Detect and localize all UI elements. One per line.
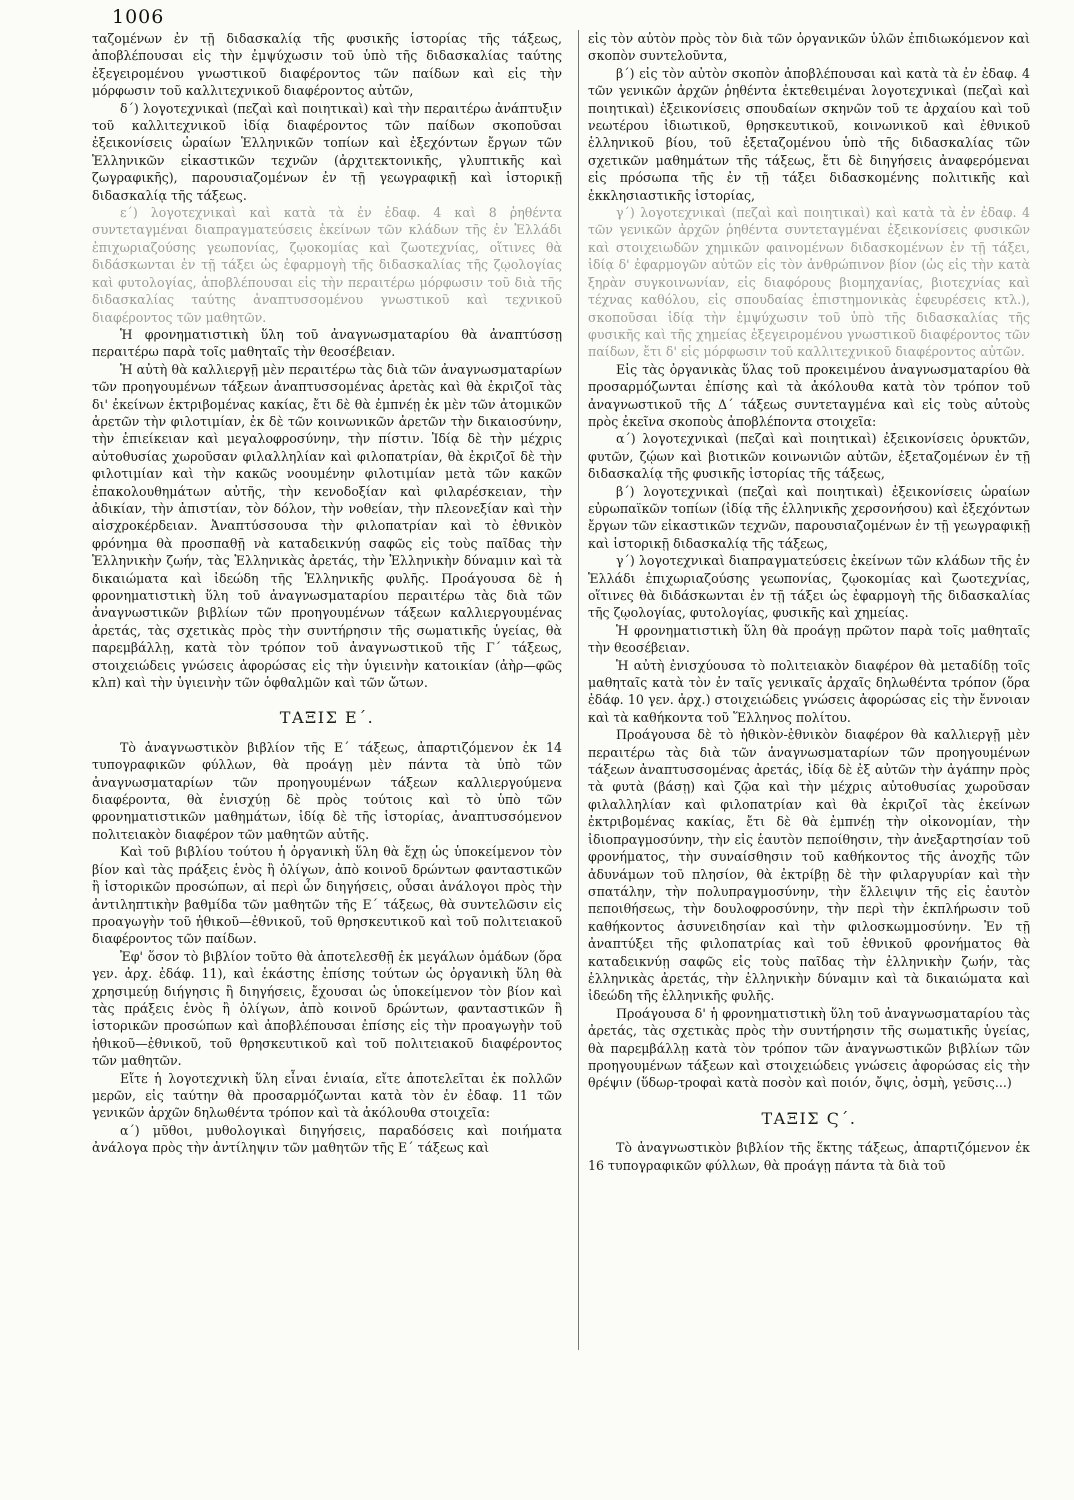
- right-paragraph-7: γ΄) λογοτεχνικαὶ διαπραγματεύσεις ἐκείνων τῶν κλάδων τῆς ἐν Ἑλλάδι ἐπιχωριαζούσης γεωπονίας, ζῳοκομίας καὶ ζωοτεχνίας, οἵτινες θὰ διδάσκωνται ἐν τῇ τάξει ὡς ἐφαρμογὴ τῆς διδασκαλίας τῆς ζῳολογίας, φυτολογίας, φυσικῆς καὶ χημείας.: [588, 553, 1030, 621]
- left-paragraph-7: Καὶ τοῦ βιβλίου τούτου ἡ ὀργανικὴ ὕλη θὰ ἔχῃ ὡς ὑποκείμενον τὸν βίον καὶ τὰς πράξεις ἑνὸς ἢ ὀλίγων, ἀπὸ κοινοῦ δρώντων φανταστικῶν ἢ ἱστορικῶν προσώπων, αἱ περὶ ὧν διηγήσεις, οὖσαι ἀνάλογοι πρὸς τὴν ἀντιληπτικὴν βαθμίδα τῶν μαθητῶν τῆς Ε΄ τάξεως, θὰ συντελῶσιν εἰς προαγωγὴν τοῦ ἠθικοῦ—ἐθνικοῦ, τοῦ θρησκευτικοῦ καὶ τοῦ πολιτειακοῦ διαφέροντος τῶν παίδων.: [92, 844, 562, 947]
- right-paragraph-9: Ἡ αὐτὴ ἐνισχύουσα τὸ πολιτειακὸν διαφέρον θὰ μεταδίδῃ τοῖς μαθηταῖς κατὰ τὸν ἐν ταῖς γενικαῖς ἀρχαῖς δηλωθέντα τρόπον (ὅρα ἐδάφ. 10 γεν. ἀρχ.) στοιχειώδεις γνώσεις ἀφορώσας εἰς τὴν ἔννοιαν καὶ τὰ καθήκοντα τοῦ Ἕλληνος πολίτου.: [588, 657, 1030, 725]
- left-paragraph-5: Ἡ αὐτὴ θὰ καλλιεργῇ μὲν περαιτέρω τὰς διὰ τῶν ἀναγνωσματαρίων τῶν προηγουμένων τάξεων ἀναπτυσσομένας ἀρετὰς καὶ θὰ ἐκριζοῖ τὰς δι' ἐκείνων ἐκτριβομένας κακίας, ἔτι δὲ θὰ ἐμπνέῃ ἐκ μὲν τῶν ἀτομικῶν ἀρετῶν τὴν φιλοτιμίαν, ἐκ δὲ τῶν κοινωνικῶν ἀρετῶν τὴν δικαιοσύνην, τὴν ἐπιείκειαν καὶ μεγαλοφροσύνην, τὴν πίστιν. Ἰδίᾳ δὲ τὴν μέχρις αὐτοθυσίας χωροῦσαν φιλαλληλίαν καὶ φιλοπατρίαν, θὰ ἐκριζοῖ δὲ τὴν φιλοτιμίαν καὶ τὴν κακῶς νοουμένην φιλοτιμίαν μετὰ τῶν κακῶν ἐπακολουθημάτων αὐτῆς, τὴν κενοδοξίαν καὶ φιλαρέσκειαν, τὴν ἀδικίαν, τὴν ἀπιστίαν, τὸν δόλον, τὴν νοθείαν, τὴν πλεονεξίαν καὶ τὴν αἰσχροκέρδειαν. Ἀναπτύσσουσα τὴν φιλοπατρίαν καὶ τὸ ἐθνικὸν φρόνημα θὰ προσπαθῇ νὰ καταδεικνύῃ σαφῶς εἰς τοὺς παῖδας τὴν Ἑλληνικὴν ζωήν, τὰς Ἑλληνικὰς ἀρετάς, τὴν Ἑλληνικὴν δύναμιν καὶ τὰ δικαιώματα καὶ ἰδεώδη τῆς Ἑλληνικῆς φυλῆς. Προάγουσα δὲ ἡ φρονηματιστικὴ ὕλη τοῦ ἀναγνωσματαρίου περαιτέρω τὰς διὰ τῶν ἀναγνωστικῶν βιβλίων τῶν προηγουμένων τάξεων καλλιεργουμένας ἀρετάς, τὰς σχετικὰς πρὸς τὴν συντήρησιν τῆς σωματικῆς ὑγείας, θὰ παρεμβάλλῃ, κατὰ τὸν τρόπον τοῦ ἀναγνωστικοῦ τῆς Γ΄ τάξεως, στοιχειώδεις γνώσεις ἀφορώσας εἰς τὴν ὑγιεινὴν κατοικίαν (ἀὴρ—φῶς κλπ) καὶ τὴν ὑγιεινὴν τῶν ὀφθαλμῶν καὶ τῶν ὤτων.: [92, 361, 562, 691]
- page-number: 1006: [112, 6, 165, 28]
- left-paragraph-10: α΄) μῦθοι, μυθολογικαὶ διηγήσεις, παραδόσεις καὶ ποιήματα ἀνάλογα πρὸς τὴν ἀντίληψιν τῶν μαθητῶν τῆς Ε΄ τάξεως καὶ: [92, 1122, 562, 1156]
- left-paragraph-4: Ἡ φρονηματιστικὴ ὕλη τοῦ ἀναγνωσματαρίου θὰ ἀναπτύσσῃ περαιτέρω παρὰ τοῖς μαθηταῖς τὴν θεοσέβειαν.: [92, 326, 562, 360]
- right-paragraph-6: β΄) λογοτεχνικαὶ (πεζαὶ καὶ ποιητικαὶ) ἐξεικονίσεις ὡραίων εὐρωπαϊκῶν τοπίων (ἰδίᾳ τῆς ἑλληνικῆς χερσονήσου) καὶ ἐξεχόντων ἔργων τῶν εἰκαστικῶν τεχνῶν, παρουσιαζομένων ἐν τῇ γεωγραφικῇ καὶ ἱστορικῇ διδασκαλίᾳ τῆς τάξεως,: [588, 483, 1030, 551]
- right-paragraph-1: εἰς τὸν αὐτὸν πρὸς τὸν διὰ τῶν ὀργανικῶν ὑλῶν ἐπιδιωκόμενον καὶ σκοπὸν συντελοῦντα,: [588, 31, 1030, 64]
- right-paragraph-12: Τὸ ἀναγνωστικὸν βιβλίον τῆς ἕκτης τάξεως, ἀπαρτιζόμενον ἐκ 16 τυπογραφικῶν φύλλων, θὰ προάγῃ πάντα τὰ διὰ τοῦ: [588, 1140, 1030, 1173]
- left-paragraph-6: Τὸ ἀναγνωστικὸν βιβλίον τῆς Ε΄ τάξεως, ἀπαρτιζόμενον ἐκ 14 τυπογραφικῶν φύλλων, θὰ προάγῃ μὲν πάντα τὰ ὑπὸ τῶν ἀναγνωσματαρίων τῶν προηγουμένων τάξεων καλλιεργούμενα διαφέροντα, θὰ ἐνισχύῃ δὲ πρὸς τούτοις καὶ τὸ ὑπὸ τῶν φρονηματιστικῶν μαθημάτων, ἰδίᾳ δὲ τῆς ἱστορίας, ἀναπτυσσόμενον πολιτειακὸν διαφέρον τῶν μαθητῶν αὐτῆς.: [92, 739, 562, 842]
- left-paragraph-8: Ἐφ' ὅσον τὸ βιβλίον τοῦτο θὰ ἀποτελεσθῇ ἐκ μεγάλων ὁμάδων (ὅρα γεν. ἀρχ. ἐδάφ. 11), καὶ ἑκάστης ἐπίσης τούτων ὡς ὀργανικὴ ὕλη θὰ χρησιμεύῃ διήγησις ἢ διηγήσεις, ἔχουσαι ὡς ὑποκείμενον τὸν βίον καὶ τὰς πράξεις ἑνὸς ἢ ὀλίγων, ἀπὸ κοινοῦ δρώντων, φανταστικῶν ἢ ἱστορικῶν προσώπων καὶ ἀποβλέπουσαι ἐπίσης εἰς τὴν προαγωγὴν τοῦ ἠθικοῦ—ἐθνικοῦ, τοῦ θρησκευτικοῦ καὶ τοῦ πολιτειακοῦ διαφέροντος τῶν μαθητῶν.: [92, 948, 562, 1069]
- right-paragraph-8: Ἡ φρονηματιστικὴ ὕλη θὰ προάγῃ πρῶτον παρὰ τοῖς μαθηταῖς τὴν θεοσέβειαν.: [588, 622, 1030, 656]
- right-column: [588, 30, 1030, 1174]
- left-paragraph-1: ταζομένων ἐν τῇ διδασκαλίᾳ τῆς φυσικῆς ἱστορίας τῆς τάξεως, ἀποβλέπουσαι εἰς τὴν ἐμψύχωσιν τοῦ ὑπὸ τῆς διδασκαλίας ταύτης ἐξεγειρομένου γνωστικοῦ διαφέροντος τῶν παίδων καὶ εἰς τὴν μόρφωσιν τοῦ καλλιτεχνικοῦ διαφέροντος αὐτῶν,: [92, 31, 562, 99]
- section-heading-class-f: ΤΑΞΙΣ Ϛ΄.: [761, 1108, 857, 1128]
- left-paragraph-3: ε΄) λογοτεχνικαὶ καὶ κατὰ τὰ ἐν ἐδαφ. 4 καὶ 8 ῥηθέντα συντεταγμέναι διαπραγματεύσεις ἐκείνων τῶν κλάδων τῆς ἐν Ἑλλάδι ἐπιχωριαζούσης γεωπονίας, ζῳοκομίας καὶ ζωοτεχνίας, οἵτινες θὰ διδάσκωνται ἐν τῇ τάξει ὡς ἐφαρμογὴ τῆς διδασκαλίας τῆς ζῳολογίας καὶ φυτολογίας, ἀποβλέπουσαι εἰς τὴν περαιτέρω μόρφωσιν τοῦ διὰ τῆς διδασκαλίας ταύτης ἀναπτυσσομένου γνωστικοῦ καὶ τεχνικοῦ διαφέροντος τῶν μαθητῶν.: [92, 205, 562, 325]
- right-paragraph-5: α΄) λογοτεχνικαὶ (πεζαὶ καὶ ποιητικαὶ) ἐξεικονίσεις ὀρυκτῶν, φυτῶν, ζῴων καὶ βιοτικῶν κοινωνιῶν αὐτῶν, ἐξεταζομένων ἐν τῇ διδασκαλίᾳ τῆς φυσικῆς ἱστορίας τῆς τάξεως,: [588, 431, 1030, 482]
- section-heading-class-e: ΤΑΞΙΣ Ε΄.: [279, 708, 375, 728]
- column-divider: [578, 30, 579, 1350]
- left-column: [92, 30, 562, 1157]
- left-paragraph-2: δ΄) λογοτεχνικαὶ (πεζαὶ καὶ ποιητικαὶ) καὶ τὴν περαιτέρω ἀνάπτυξιν τοῦ καλλιτεχνικοῦ ἰδίᾳ διαφέροντος τῶν παίδων σκοποῦσαι ἐξεικονίσεις ὡραίων Ἑλληνικῶν τοπίων καὶ ἐξεχόντων ἔργων τῶν Ἑλληνικῶν εἰκαστικῶν τεχνῶν (ἀρχιτεκτονικῆς, γλυπτικῆς καὶ ζωγραφικῆς), παρουσιαζομένων ἐν τῇ γεωγραφικῇ καὶ ἱστορικῇ διδασκαλίᾳ τῆς τάξεως.: [92, 100, 562, 203]
- left-paragraph-9: Εἴτε ἡ λογοτεχνικὴ ὕλη εἶναι ἑνιαία, εἴτε ἀποτελεῖται ἐκ πολλῶν μερῶν, εἰς ταύτην θὰ προσαρμόζωνται κατὰ τὸν ἐν ἐδαφ. 11 τῶν γενικῶν ἀρχῶν δηλωθέντα τρόπον καὶ τὰ ἀκόλουθα στοιχεῖα:: [92, 1070, 562, 1121]
- right-paragraph-4: Εἰς τὰς ὀργανικὰς ὕλας τοῦ προκειμένου ἀναγνωσματαρίου θὰ προσαρμόζωνται ἐπίσης καὶ τὰ ἀκόλουθα κατὰ τὸν τρόπον τοῦ ἀναγνωστικοῦ τῆς Δ΄ τάξεως συντεταγμένα καὶ εἰς τοὺς αὐτοὺς πρὸς ἐκεῖνα σκοποὺς ἀποβλέποντα στοιχεῖα:: [588, 361, 1030, 429]
- right-paragraph-11: Προάγουσα δ' ἡ φρονηματιστικὴ ὕλη τοῦ ἀναγνωσματαρίου τὰς ἀρετάς, τὰς σχετικὰς πρὸς τὴν συντήρησιν τῆς σωματικῆς ὑγείας, θὰ παρεμβάλλῃ κατὰ τὸν τρόπον τῶν ἀναγνωστικῶν βιβλίων τῶν προηγουμένων τάξεων καὶ στοιχειώδεις γνώσεις ἀφορώσας εἰς τὴν θρέψιν (ὕδωρ-τροφαὶ κατὰ ποσὸν καὶ ποιόν, ὄψις, ὀσμὴ, γεῦσις...): [588, 1005, 1030, 1091]
- right-paragraph-2: β΄) εἰς τὸν αὐτὸν σκοπὸν ἀποβλέπουσαι καὶ κατὰ τὰ ἐν ἐδαφ. 4 τῶν γενικῶν ἀρχῶν ῥηθέντα ἐκτεθειμέναι λογοτεχνικαὶ (πεζαὶ καὶ ποιητικαὶ) ἐξεικονίσεις σπουδαίων σκηνῶν τοῦ τε ἀρχαίου καὶ τοῦ νεωτέρου ἰδιωτικοῦ, θρησκευτικοῦ, κοινωνικοῦ καὶ ἐθνικοῦ ἑλληνικοῦ βίου, τοῦ ἐξεταζομένου ὑπὸ τῆς διδασκαλίας τῶν σχετικῶν μαθημάτων τῆς τάξεως, ἔτι δὲ διηγήσεις ἀναφερόμεναι εἰς πρόσωπα τῆς ἐν τῇ τάξει διδασκομένης πολιτικῆς καὶ ἐκκλησιαστικῆς ἱστορίας,: [588, 65, 1030, 203]
- right-paragraph-3: γ΄) λογοτεχνικαὶ (πεζαὶ καὶ ποιητικαὶ) καὶ κατὰ τὰ ἐν ἐδαφ. 4 τῶν γενικῶν ἀρχῶν ῥηθέντα συντεταγμέναι ἐξεικονίσεις φυσικῶν καὶ στοιχειωδῶν χημικῶν φαινομένων διδασκομένων ἐν τῇ τάξει, ἰδίᾳ δ' ἐφαρμογῶν αὐτῶν εἰς τὸν ἀνθρώπινον βίον (ὡς εἰς τὴν κατὰ ξηρὰν συγκοινωνίαν, εἰς διαφόρους βιομηχανίας, βιοτεχνίας καὶ τέχνας καθόλου, εἰς σπουδαίας ἐπιστημονικὰς ἐφευρέσεις κτλ.), σκοποῦσαι ἰδίᾳ τὴν ἐμψύχωσιν τοῦ ὑπὸ τῆς διδασκαλίας τῆς φυσικῆς καὶ τῆς χημείας ἐξεγειρομένου γνωστικοῦ διαφέροντος τῶν παίδων, ἔτι δ' εἰς μόρφωσιν τοῦ καλλιτεχνικοῦ διαφέροντος αὐτῶν.: [588, 205, 1030, 360]
- right-paragraph-10: Προάγουσα δὲ τὸ ἠθικὸν-ἐθνικὸν διαφέρον θὰ καλλιεργῇ μὲν περαιτέρω τὰς διὰ τῶν ἀναγνωσματαρίων τῶν προηγουμένων τάξεων ἀναπτυσσομένας ἀρετάς, ἰδίᾳ δὲ ἐξ αὐτῶν τὴν ἀγάπην πρὸς τὰ φυτὰ (βάσῃ) καὶ ζῷα καὶ τὴν μέχρις αὐτοθυσίας χωροῦσαν φιλαλληλίαν καὶ φιλοπατρίαν καὶ θὰ ἐκριζοῖ τὰς ἐκείνων ἐκτριβομένας κακίας, ἔτι δὲ θὰ ἐμπνέῃ τὴν οἰκονομίαν, τὴν ἰδιοπραγμοσύνην, τὴν εἰς ἑαυτὸν πεποίθησιν, τὴν ἀνεξαρτησίαν τοῦ φρονήματος, τὴν συναίσθησιν τοῦ καθήκοντος τῆς ἀνοχῆς τῶν ἀδυνάμων τοῦ πλησίον, θὰ ἐκτρίβῃ δὲ τὴν φιλαργυρίαν καὶ τὴν σπατάλην, τὴν πολυπραγμοσύνην, τὴν ἔλλειψιν τῆς εἰς ἑαυτὸν πεποιθήσεως, τὴν δουλοφροσύνην, τὴν περὶ τὴν ἐκπλήρωσιν τοῦ καθήκοντος ἀσυνειδησίαν καὶ τὴν φιλοσκωμμοσύνην. Ἐν τῇ ἀναπτύξει τῆς φιλοπατρίας καὶ τοῦ ἐθνικοῦ φρονήματος θὰ καταδεικνύῃ σαφῶς εἰς τοὺς παῖδας τὴν ἑλληνικὴν ζωήν, τὰς ἑλληνικὰς ἀρετάς, τὴν ἑλληνικὴν δύναμιν καὶ τὰ δικαιώματα καὶ ἰδεώδη τῆς ἑλληνικῆς φυλῆς.: [588, 727, 1030, 1004]
